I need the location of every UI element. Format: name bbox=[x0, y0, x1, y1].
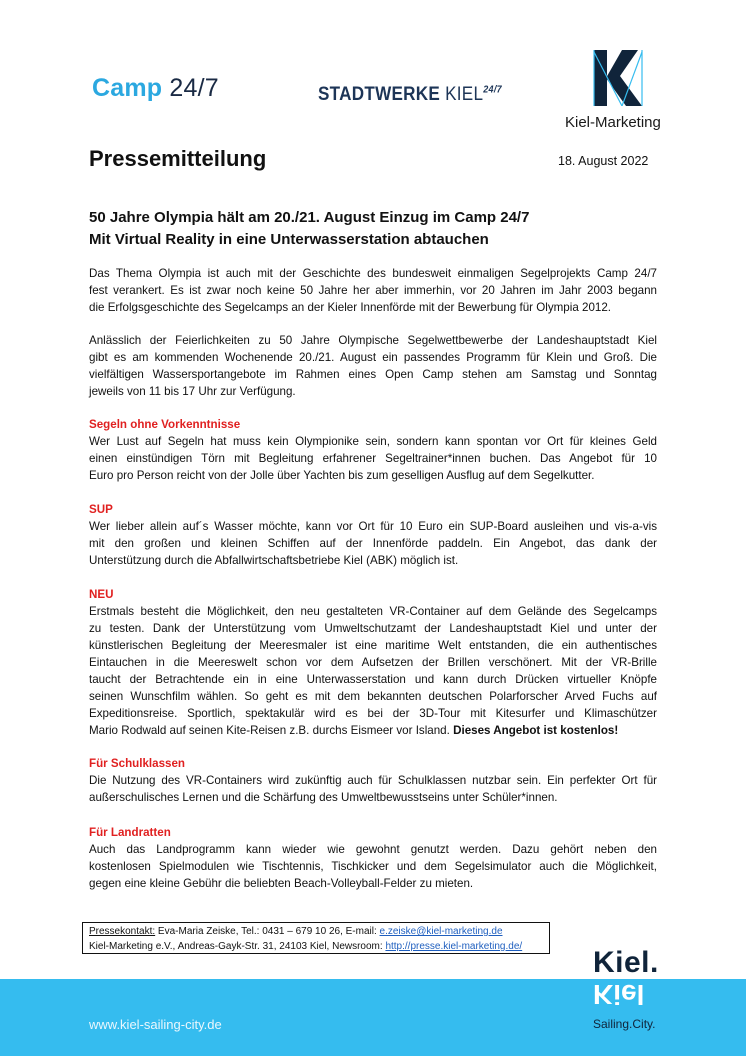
press-contact-box bbox=[82, 922, 550, 954]
text-line bbox=[89, 722, 657, 739]
text-line bbox=[89, 299, 657, 316]
section-heading: Segeln ohne Vorkenntnisse bbox=[89, 418, 241, 431]
text-line bbox=[89, 705, 657, 722]
contact-details: Eva-Maria Zeiske, Tel.: 0431 – 679 10 26, E-mail: bbox=[155, 926, 380, 937]
release-date: 18. August 2022 bbox=[558, 154, 649, 168]
line-text: Das Thema Olympia ist auch mit der Geschichte des bundesweit einmaligen Segelprojekts Camp 24/7 bbox=[89, 267, 657, 280]
kiel-marketing-k-icon bbox=[592, 50, 644, 106]
text-line bbox=[89, 366, 657, 383]
kiel-sailing-city-logo: Kiel. bbox=[593, 946, 659, 979]
line-text: zu testen. Dank der Unterstützung vom Umweltschutzamt der Landeshauptstadt Kiel und unter der bbox=[89, 622, 657, 635]
page-title: Pressemitteilung bbox=[89, 146, 267, 171]
line-text: gibt es am kommenden Wochenende 20./21. August ein passendes Programm für Klein und Groß. Die bbox=[89, 351, 657, 364]
line-text: fest verankert. Es ist zwar noch keine 50 Jahre her aber immerhin, vor 20 Jahren im Jahr 2003 begann bbox=[89, 284, 657, 297]
text-line bbox=[89, 332, 657, 349]
line-text: außerschulisches Lernen und die Schärfung des Umweltbewusstseins unter Schüler*innen. bbox=[89, 791, 558, 804]
footer-website: www.kiel-sailing-city.de bbox=[89, 1017, 222, 1032]
line-text: kostenlosen Spielmodulen wie Tischtennis, Tischkicker und dem Segelsimulator auch die Möglichkeit, bbox=[89, 860, 657, 873]
text-line bbox=[89, 450, 657, 467]
line-text: Mario Rodwald auf seinen Kite-Reisen z.B. durchs Eismeer vor Island. bbox=[89, 724, 450, 737]
text-line bbox=[89, 620, 657, 637]
text-line bbox=[89, 383, 657, 400]
text-line bbox=[89, 637, 657, 654]
camp-24-7-logo bbox=[92, 74, 219, 103]
line-text: gegen eine kleine Gebühr die beliebten Beach-Volleyball-Felder zu mieten. bbox=[89, 877, 474, 890]
headline-line: Mit Virtual Reality in eine Unterwasserstation abtauchen bbox=[89, 231, 489, 248]
text-line bbox=[89, 875, 657, 892]
text-line bbox=[89, 688, 657, 705]
contact-address: Kiel-Marketing e.V., Andreas-Gayk-Str. 31, 24103 Kiel, Newsroom: bbox=[89, 941, 386, 952]
text-line bbox=[89, 433, 657, 450]
section-heading: NEU bbox=[89, 588, 114, 601]
text-line bbox=[89, 789, 657, 806]
section-heading: Für Landratten bbox=[89, 826, 171, 839]
kiel-logo-mirror: Kiel bbox=[593, 979, 645, 1010]
line-text: einen einstündigen Törn mit Begleitung erfahrener Segeltrainer*innen buchen. Das Angebot für 10 bbox=[89, 452, 657, 465]
text-line bbox=[89, 282, 657, 299]
headline bbox=[89, 207, 689, 251]
section-heading: Für Schulklassen bbox=[89, 757, 186, 770]
line-text: künstlerischen Begleitung der Meeresmaler ist eine maritime Welt entstanden, die ein authentisches bbox=[89, 639, 657, 652]
text-line bbox=[89, 518, 657, 535]
contact-label: Pressekontakt: bbox=[89, 926, 156, 937]
text-line bbox=[89, 603, 657, 620]
section-sup bbox=[89, 501, 657, 569]
text-line bbox=[89, 671, 657, 688]
line-text: mit den großen und kleinen Schiffen auf der Innenförde paddeln. Ein Angebot, das dank der bbox=[89, 537, 657, 550]
line-text: Wer Lust auf Segeln hat muss kein Olympionike sein, sondern kann spontan vor Ort für kleines Geld bbox=[89, 435, 657, 448]
paragraph-intro bbox=[89, 265, 657, 316]
stadtwerke-kiel-logo bbox=[318, 84, 502, 106]
text-line bbox=[89, 841, 657, 858]
camp-logo-bold: Camp bbox=[92, 74, 163, 102]
line-text: Erstmals besteht die Möglichkeit, den neu gestalteten VR-Container auf dem Gelände des Segelcamps bbox=[89, 605, 657, 618]
camp-logo-number: 24/7 bbox=[169, 74, 219, 102]
headline-line: 50 Jahre Olympia hält am 20./21. August Einzug im Camp 24/7 bbox=[89, 209, 530, 226]
line-text: Eintauchen in die Meereswelt schon vor dem Aufsetzen der Brillen verschönert. Mit der VR-Brille bbox=[89, 656, 657, 669]
line-text: Anlässlich der Feierlichkeiten zu 50 Jahre Olympische Segelwettbewerbe der Landeshauptstadt Kiel bbox=[89, 334, 657, 347]
line-text: taucht der Betrachtende ein in eine Unterwasserstation und kann durch Drücken virtueller Knöpfe bbox=[89, 673, 657, 686]
text-line bbox=[89, 467, 657, 484]
text-line bbox=[89, 552, 657, 569]
kiel-marketing-label: Kiel-Marketing bbox=[565, 114, 661, 131]
text-line bbox=[89, 535, 657, 552]
section-landratten bbox=[89, 824, 657, 892]
text-line bbox=[89, 772, 657, 789]
stadtwerke-kiel-text: KIEL bbox=[445, 84, 484, 105]
text-line bbox=[89, 654, 657, 671]
stadtwerke-text: STADTWERKE bbox=[318, 84, 441, 105]
line-text: Die Nutzung des VR-Containers wird zukünftig auch für Schulklassen nutzbar sein. Ein perfekter Ort für bbox=[89, 774, 657, 787]
text-line bbox=[89, 265, 657, 282]
sailing-city-label: Sailing.City. bbox=[593, 1017, 656, 1031]
line-text: Unterstützung durch die Abfallwirtschaftsbetriebe Kiel (ABK) möglich ist. bbox=[89, 554, 459, 567]
line-text: Auch das Landprogramm kann wieder wie gewohnt genutzt werden. Dazu gehört neben den bbox=[89, 843, 657, 856]
section-segeln bbox=[89, 416, 657, 484]
stadtwerke-sup: 24/7 bbox=[483, 84, 502, 96]
line-text: die Erfolgsgeschichte des Segelcamps an der Kieler Innenförde mit der Bewerbung für Olympia 2012. bbox=[89, 301, 612, 314]
free-offer-note: Dieses Angebot ist kostenlos! bbox=[453, 724, 619, 737]
text-line bbox=[89, 349, 657, 366]
section-heading: SUP bbox=[89, 503, 113, 516]
line-text: Euro pro Person reicht von der Jolle über Yachten bis zum geselligen Ausflug auf dem Segelkutter. bbox=[89, 469, 595, 482]
line-text: Wer lieber allein auf´s Wasser möchte, kann vor Ort für 10 Euro ein SUP-Board ausleihen und vis-a-vis bbox=[89, 520, 657, 533]
text-line bbox=[89, 858, 657, 875]
email-link[interactable]: e.zeiske@kiel-marketing.de bbox=[379, 926, 503, 937]
section-schulklassen bbox=[89, 755, 657, 806]
paragraph-celebration bbox=[89, 332, 657, 400]
line-text: vielfältigen Wassersportangebote im Rahmen eines Open Camp stehen am Samstag und Sonntag bbox=[89, 368, 657, 381]
line-text: seinen Wunschfilm wählen. So geht es mit dem bekannten deutschen Polarforscher Arved Fuchs auf bbox=[89, 690, 657, 703]
line-text: jeweils von 11 bis 17 Uhr zur Verfügung. bbox=[89, 385, 296, 398]
section-neu bbox=[89, 586, 657, 739]
newsroom-link[interactable]: http://presse.kiel-marketing.de/ bbox=[385, 941, 523, 952]
line-text: Expeditionsreise. Sportlich, spektakulär wird es bei der 3D-Tour mit Kitesurfer und Klimaschützer bbox=[89, 707, 657, 720]
